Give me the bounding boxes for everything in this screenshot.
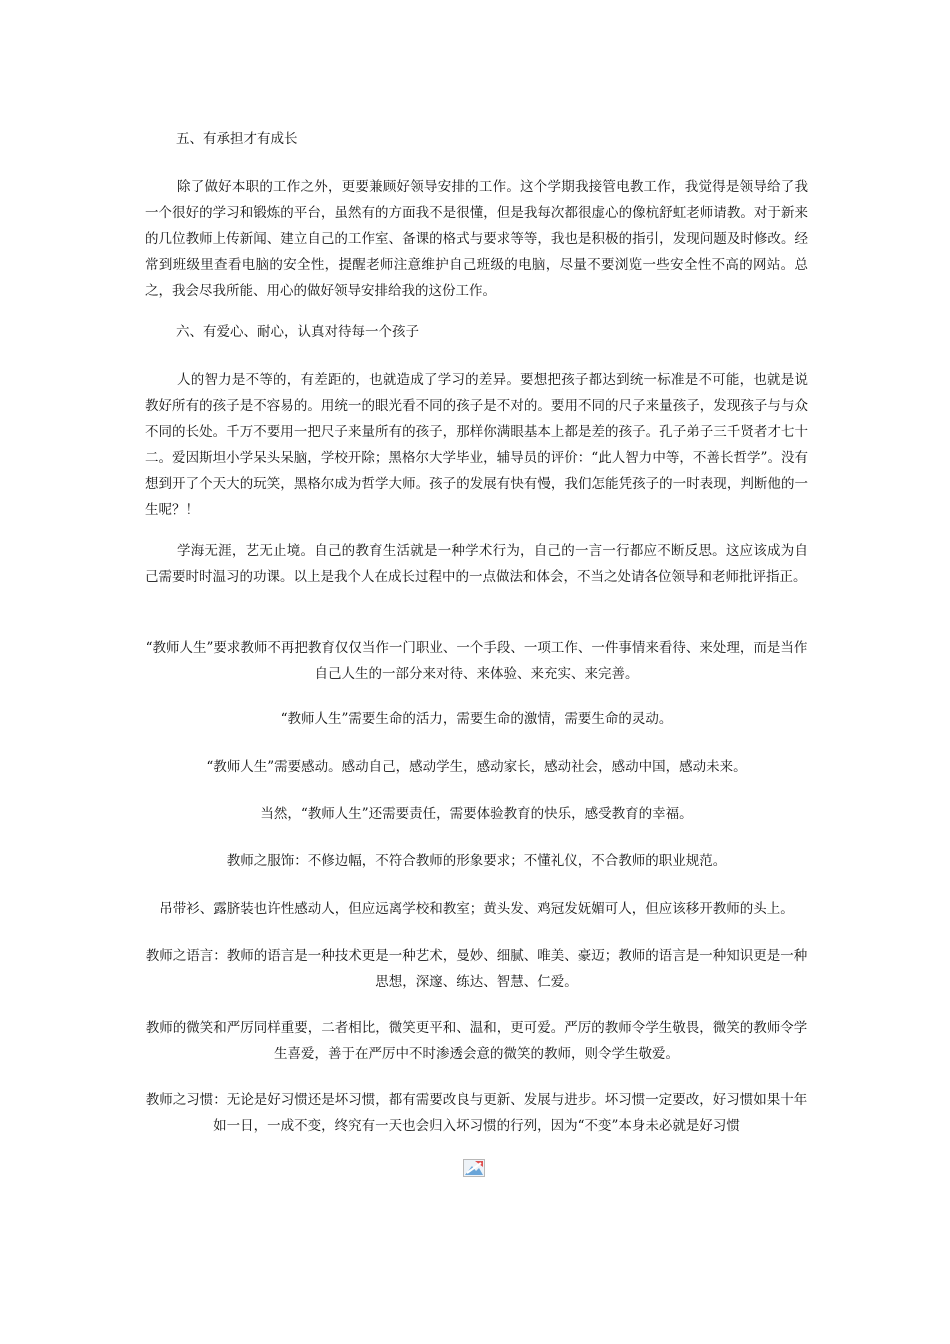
centered-paragraph: 教师的微笑和严厉同样重要，二者相比，微笑更平和、温和，更可爱。严厉的教师令学生敬畏，微笑的教师令学生喜爱，善于在严厉中不时渗透会意的微笑的教师，则令学生敬爱。	[145, 1020, 808, 1062]
centered-paragraph: “教师人生”需要生命的活力，需要生命的激情，需要生命的灵动。	[280, 711, 673, 727]
centered-paragraph: 教师之服饰：不修边幅，不符合教师的形象要求；不懂礼仪，不合教师的职业规范。	[226, 853, 727, 869]
centered-paragraph: 教师之习惯：无论是好习惯还是坏习惯，都有需要改良与更新、发展与进步。坏习惯一定要改，好习惯如果十年如一日，一成不变，终究有一天也会归入坏习惯的行列，因为“不变”本身未必就是好习惯	[145, 1092, 808, 1134]
section-6-paragraph: 人的智力是不等的，有差距的，也就造成了学习的差异。要想把孩子都达到统一标准是不可能，也就是说教好所有的孩子是不容易的。用统一的眼光看不同的孩子是不对的。要用不同的尺子来量孩子，发现孩子与与众不同的长处。千万不要用一把尺子来量所有的孩子，那样你满眼基本上都是差的孩子。孔子弟子三千贤者才七十二。爱因斯坦小学呆头呆脑，学校开除；黑格尔大学毕业，辅导员的评价：“此人智力中等，不善长哲学”。没有想到开了个天大的玩笑，黑格尔成为哲学大师。孩子的发展有快有慢，我们怎能凭孩子的一时表现，判断他的一生呢？！	[145, 372, 808, 518]
centered-paragraph: “教师人生”要求教师不再把教育仅仅当作一门职业、一个手段、一项工作、一件事情来看待、来处理，而是当作自己人生的一部分来对待、来体验、来充实、来完善。	[145, 640, 808, 682]
closing-paragraph: 学海无涯，艺无止境。自己的教育生活就是一种学术行为，自己的一言一行都应不断反思。这应该成为自己需要时时温习的功课。以上是我个人在成长过程中的一点做法和体会，不当之处请各位领导和老师批评指正。	[145, 543, 808, 585]
centered-paragraph: 教师之语言：教师的语言是一种技术更是一种艺术，曼妙、细腻、唯美、豪迈；教师的语言是一种知识更是一种思想，深邃、练达、智慧、仁爱。	[145, 948, 808, 990]
centered-paragraph: 吊带衫、露脐装也许性感动人，但应远离学校和教室；黄头发、鸡冠发妩媚可人，但应该移开教师的头上。	[159, 901, 794, 917]
section-5-heading: 五、有承担才有成长	[176, 131, 298, 147]
centered-paragraph: “教师人生”需要感动。感动自己，感动学生，感动家长，感动社会，感动中国，感动未来。	[206, 759, 747, 775]
section-6-heading: 六、有爱心、耐心，认真对待每一个孩子	[176, 324, 419, 340]
broken-image-icon	[463, 1159, 485, 1177]
centered-paragraph: 当然，“教师人生”还需要责任，需要体验教育的快乐，感受教育的幸福。	[260, 806, 693, 822]
section-5-paragraph: 除了做好本职的工作之外，更要兼顾好领导安排的工作。这个学期我接管电教工作，我觉得是领导给了我一个很好的学习和锻炼的平台，虽然有的方面我不是很懂，但是我每次都很虚心的像杭舒虹老师请教。对于新来的几位教师上传新闻、建立自己的工作室、备课的格式与要求等等，我也是积极的指引，发现问题及时修改。经常到班级里查看电脑的安全性，提醒老师注意维护自己班级的电脑，尽量不要浏览一些安全性不高的网站。总之，我会尽我所能、用心的做好领导安排给我的这份工作。	[145, 179, 808, 299]
